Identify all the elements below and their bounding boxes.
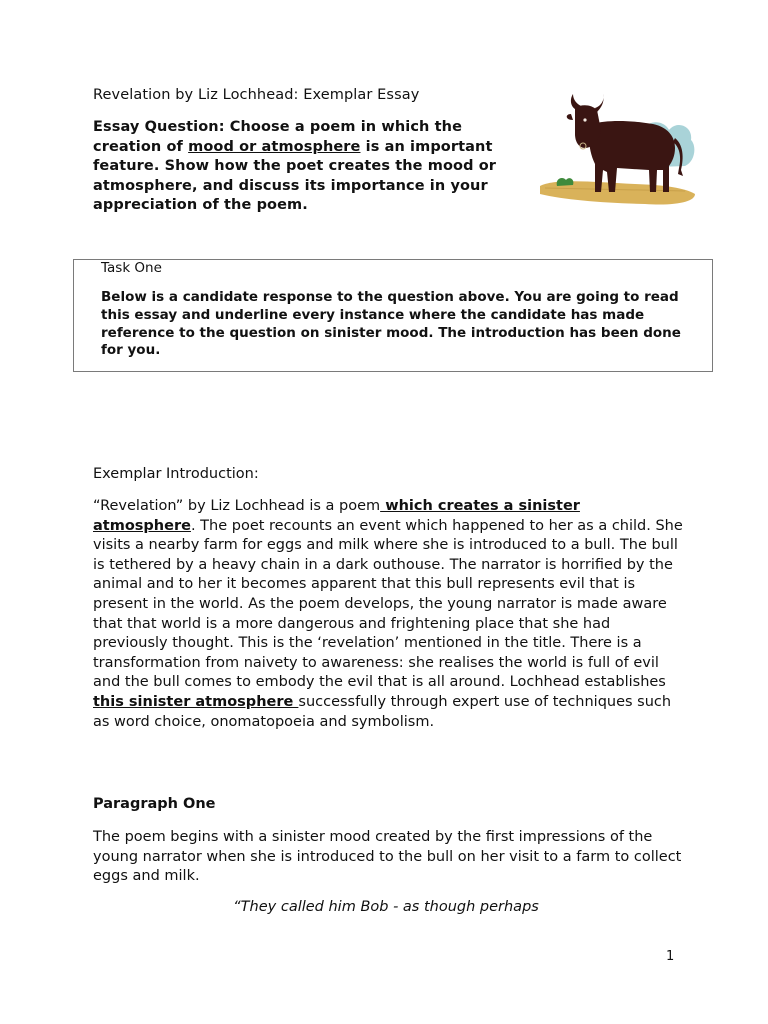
intro-text-2: . The poet recounts an event which happened to her as a child. She visits a nearby farm for eggs and milk where she is introduced to a bull. The bull is tethered by a heavy chain in a dark outhouse. The narrator is horrified by the animal and to her it becomes apparent that this bull represents evil that is present in the world. As the poem develops, the young narrator is made aware that that world is a more dangerous and frightening place that she had previously thought. This is the ‘revelation’ mentioned in the title. There is a transformation from naivety to awareness: she realises the world is full of evil and the bull comes to embody the evil that is all around. Lochhead establishes xyxy=(93,517,683,691)
essay-question-rest: is an important feature. Show how the poet creates the mood or atmosphere, and discuss its importance in your appreciation of the poem. xyxy=(93,138,497,214)
intro-text-1: “Revelation” by Liz Lochhead is a poem xyxy=(93,498,381,514)
bull-icon xyxy=(535,90,695,210)
intro-text-3: successfully through expert use of techniques such as word choice, onomatopoeia and symbolism. xyxy=(93,693,672,730)
paragraph-one-body: The poem begins with a sinister mood created by the first impressions of the young narrator when she is introduced to the bull on her visit to a farm to collect eggs and milk. xyxy=(93,829,682,885)
poem-quote: “They called him Bob - as though perhaps xyxy=(233,899,539,915)
intro-highlight-1: which creates a sinister atmosphere xyxy=(93,498,580,534)
task-instructions: Below is a candidate response to the question above. You are going to read this essay and underline every instance where the candidate has made reference to the question on sinister mood. The introduction has been done for you. xyxy=(101,289,681,359)
essay-question-lead: Essay Question: Choose a poem in which the creation of xyxy=(93,119,463,155)
paragraph-one-heading: Paragraph One xyxy=(93,796,216,812)
task-title: Task One xyxy=(101,260,162,276)
page-number: 1 xyxy=(666,949,675,964)
essay-question-underlined: mood or atmosphere xyxy=(188,138,361,155)
intro-heading: Exemplar Introduction: xyxy=(93,466,259,482)
essay-question xyxy=(93,118,533,216)
intro-highlight-2: this sinister atmosphere xyxy=(93,693,299,710)
intro-paragraph xyxy=(93,497,683,732)
task-box xyxy=(73,259,713,372)
document-title: Revelation by Liz Lochhead: Exemplar Essay xyxy=(93,87,420,103)
